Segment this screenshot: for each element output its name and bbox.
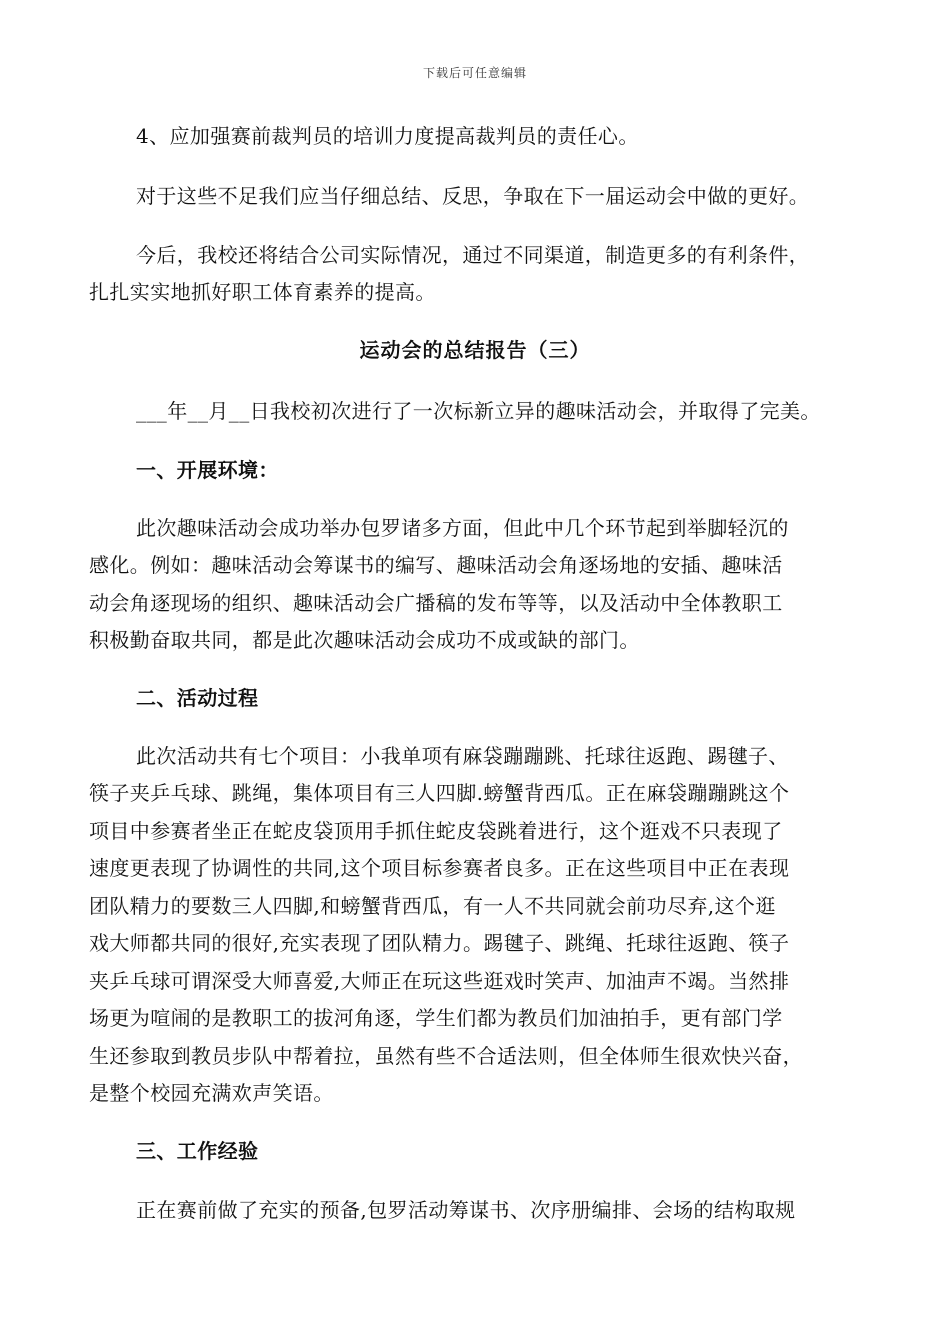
page-header-note: 下载后可任意编辑 [422,66,527,80]
section3-line: 正在赛前做了充实的预备,包罗活动筹谋书、次序册编排、会场的结构取规 [136,1198,796,1222]
section3-heading: 三、工作经验 [136,1139,259,1163]
paragraph-future-line1: 今后，我校还将结合公司实际情况，通过不同渠道，制造更多的有利条件， [136,243,810,267]
paragraph-item-4: 4、应加强赛前裁判员的培训力度提高裁判员的责任心。 [136,124,639,148]
section2-line: 筷子夹乒乓球、跳绳，集体项目有三人四脚.螃蟹背西瓜。正在麻袋蹦蹦跳这个 [89,781,790,805]
paragraph-shortcomings: 对于这些不足我们应当仔细总结、反思，争取在下一届运动会中做的更好。 [136,184,810,208]
section2-line: 是整个校园充满欢声笑语。 [89,1081,334,1105]
section2-line: 生还参取到教员步队中帮着拉，虽然有些不合适法则，但全体师生很欢快兴奋， [89,1044,803,1068]
section2-line: 夹乒乓球可谓深受大师喜爱,大师正在玩这些逛戏时笑声、加油声不竭。当然排 [89,969,790,993]
section1-line: 感化。例如：趣味活动会筹谋书的编写、趣味活动会角逐场地的安插、趣味活 [89,553,783,577]
section2-heading: 二、活动过程 [136,686,259,710]
section1-line: 动会角逐现场的组织、趣味活动会广播稿的发布等等，以及活动中全体教职工 [89,591,783,615]
intro-paragraph: ___年__月__日我校初次进行了一次标新立异的趣味活动会，并取得了完美。 [136,399,821,423]
section2-line: 团队精力的要数三人四脚,和螃蟹背西瓜，有一人不共同就会前功尽弃,这个逛 [89,894,776,918]
section1-line: 此次趣味活动会成功举办包罗诸多方面，但此中几个环节起到举脚轻沉的 [136,516,789,540]
report-title: 运动会的总结报告（三） [359,338,591,362]
section2-line: 场更为喧闹的是教职工的拔河角逐，学生们都为教员们加油拍手，更有部门学 [89,1006,783,1030]
section2-line: 项目中参赛者坐正在蛇皮袋顶用手抓住蛇皮袋跳着进行，这个逛戏不只表现了 [89,819,783,843]
section1-heading: 一、开展环境： [136,458,279,482]
section1-line: 积极勤奋取共同，都是此次趣味活动会成功不成或缺的部门。 [89,628,640,652]
paragraph-future-line2: 扎扎实实地抓好职工体育素养的提高。 [89,280,436,304]
section2-line: 戏大师都共同的很好,充实表现了团队精力。踢毽子、跳绳、托球往返跑、筷子 [89,931,790,955]
section2-line: 速度更表现了协调性的共同,这个项目标参赛者良多。正在这些项目中正在表现 [89,856,790,880]
section2-line: 此次活动共有七个项目：小我单项有麻袋蹦蹦跳、托球往返跑、踢毽子、 [136,744,789,768]
